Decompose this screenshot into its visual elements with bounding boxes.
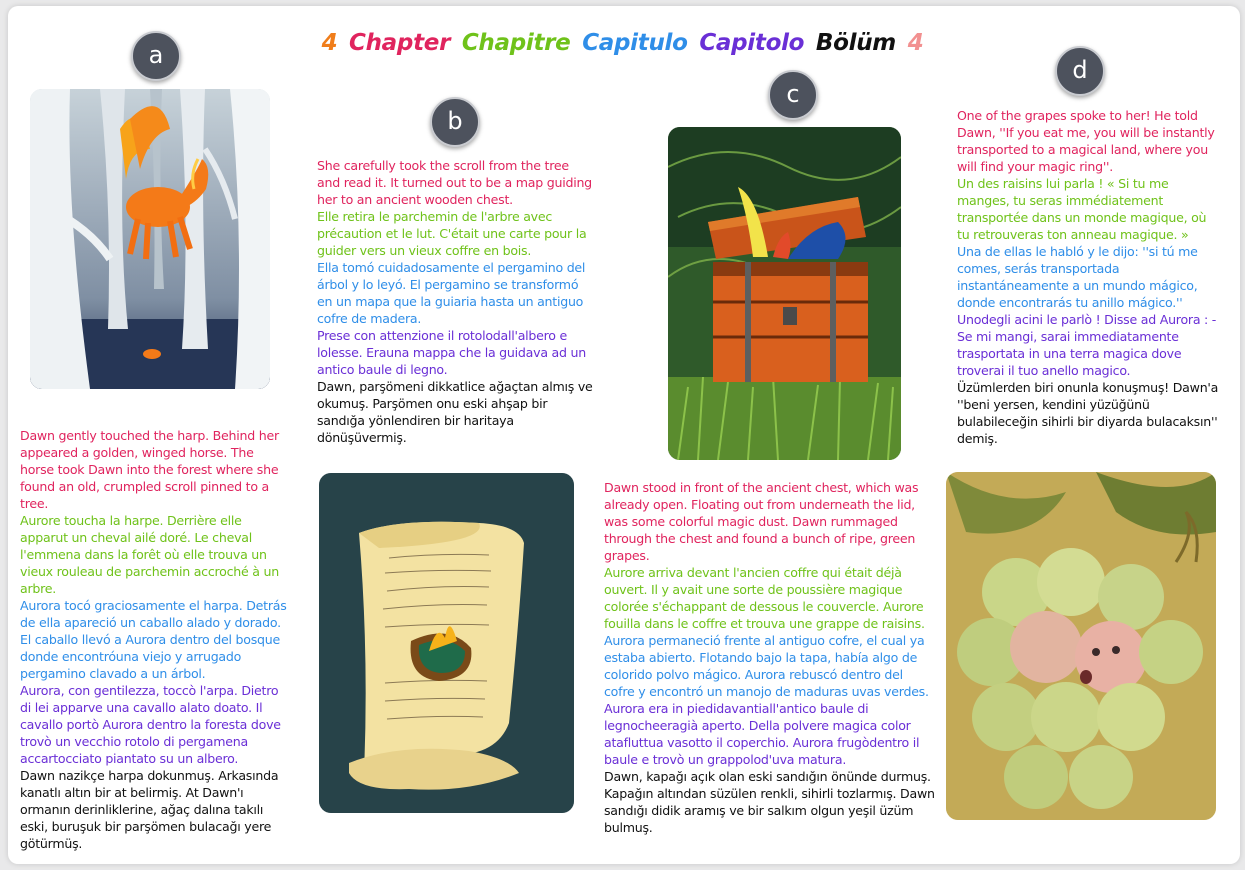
section-c-french: Aurore arriva devant l'ancien coffre qui était déjà ouvert. Il y avait une sorte de poussière magique colorée s'échappant de dessous le couvercle. Aurore fouilla dans le coffre et trouva une grappe de raisins.	[604, 565, 925, 631]
section-a-spanish: Aurora tocó graciosamente el harpa. Detrás de ella apareció un caballo alado y dorado. El caballo llevó a Aurora dentro del bosque donde encontróuna viejo y arrugado pergamino clavado a un árbol.	[20, 598, 287, 681]
section-d-turkish: Üzümlerden biri onunla konuşmuş! Dawn'a ''beni yersen, kendini yüzüğünü bulabileceğin sihirli bir diyarda bulacaksın'' demiş.	[957, 380, 1219, 446]
section-b-french: Elle retira le parchemin de l'arbre avec précaution et le lut. C'était une carte pour la guider vers un vieux coffre en bois.	[317, 209, 587, 258]
story-text-b	[317, 157, 593, 446]
section-c-english: Dawn stood in front of the ancient chest, which was already open. Floating out from underneath the lid, was some colorful magic dust. Dawn rummaged through the chest and found a bunch of ripe, green grapes.	[604, 480, 919, 563]
section-a-italian: Aurora, con gentilezza, toccò l'arpa. Dietro di lei apparve una cavallo alato doato. Il cavallo portò Aurora dentro la foresta dove trovò un vecchio rotolo di pergamena accartocciato piantato su un albero.	[20, 683, 281, 766]
story-text-a	[20, 427, 288, 852]
illustration-scroll-map	[319, 473, 574, 813]
section-b-english: She carefully took the scroll from the tree and read it. It turned out to be a map guiding her to an ancient wooden chest.	[317, 158, 592, 207]
title-word-french: Chapitre	[461, 30, 571, 56]
badge-a: a	[131, 31, 181, 81]
section-c-italian: Aurora era in piedidavantiall'antico baule di legnocheeragià aperto. Della polvere magica color atafluttua vasotto il coperchio. Aurora frugòdentro il baule e trovò un grappolod'uva matura.	[604, 701, 920, 767]
section-d-spanish: Una de ellas le habló y le dijo: ''si tú me comes, serás transportada instantáneamente a un mundo mágico, donde encontrarás tu anillo mágico.''	[957, 244, 1198, 310]
section-d-french: Un des raisins lui parla ! « Si tu me manges, tu seras immédiatement transportée dans un monde magique, où tu retrouveras ton anneau magique. »	[957, 176, 1207, 242]
section-a-english: Dawn gently touched the harp. Behind her appeared a golden, winged horse. The horse took Dawn into the forest where she found an old, crumpled scroll pinned to a tree.	[20, 428, 279, 511]
section-c-turkish: Dawn, kapağı açık olan eski sandığın önünde durmuş. Kapağın altından süzülen renkli, sihirli tozlarmış. Dawn sandığı didik aramış ve bir salkım olgun yeşil üzüm bulmuş.	[604, 769, 935, 835]
section-b-spanish: Ella tomó cuidadosamente el pergamino del árbol y lo leyó. El pergamino se transformó en un mapa que la guiaria hasta un antiguo cofre de madera.	[317, 260, 586, 326]
story-text-d	[957, 107, 1219, 447]
section-a-french: Aurore toucha la harpe. Derrière elle apparut un cheval ailé doré. Le cheval l'emmena dans la forêt où elle trouva un vieux rouleau de parchemin accroché à un arbre.	[20, 513, 279, 596]
title-word-spanish: Capitulo	[582, 30, 688, 56]
badge-c: c	[768, 70, 818, 120]
section-d-italian: Unodegli acini le parlò ! Disse ad Aurora : - Se mi mangi, sarai immediatamente trasportata in una terra magica dove troverai il tuo anello magico.	[957, 312, 1217, 378]
title-word-turkish: Bölüm	[815, 30, 896, 56]
illustration-winged-horse	[30, 89, 270, 389]
badge-d: d	[1055, 46, 1105, 96]
title-word-english: Chapter	[349, 30, 451, 56]
section-b-italian: Prese con attenzione il rotolodall'albero e lolesse. Erauna mappa che la guidava ad un antico baule di legno.	[317, 328, 586, 377]
section-c-spanish: Aurora permaneció frente al antiguo cofre, el cual ya estaba abierto. Flotando bajo la tapa, había algo de colorido polvo mágico. Aurora rebuscó dentro del cofre y encontró un manojo de maduras uvas verdes.	[604, 633, 929, 699]
badge-b: b	[430, 97, 480, 147]
story-text-c	[604, 479, 936, 836]
section-b-turkish: Dawn, parşömeni dikkatlice ağaçtan almış ve okumuş. Parşömen onu eski ahşap bir sandığa yönlendiren bir haritaya dönüşüvermiş.	[317, 379, 593, 445]
chapter-number-right: 4	[907, 30, 924, 56]
section-a-turkish: Dawn nazikçe harpa dokunmuş. Arkasında kanatlı altın bir at belirmiş. At Dawn'ı ormanın derinliklerine, ağaç dalına takılı eski, buruşuk bir parşömen bulacağı yere götürmüş.	[20, 768, 279, 851]
chapter-number-left: 4	[321, 30, 338, 56]
chapter-title	[0, 30, 1245, 56]
title-word-italian: Capitolo	[699, 30, 805, 56]
illustration-talking-grapes	[946, 472, 1216, 820]
illustration-treasure-chest	[668, 127, 901, 460]
section-d-english: One of the grapes spoke to her! He told Dawn, ''If you eat me, you will be instantly transported to a magical land, where you will find your magic ring''.	[957, 108, 1215, 174]
